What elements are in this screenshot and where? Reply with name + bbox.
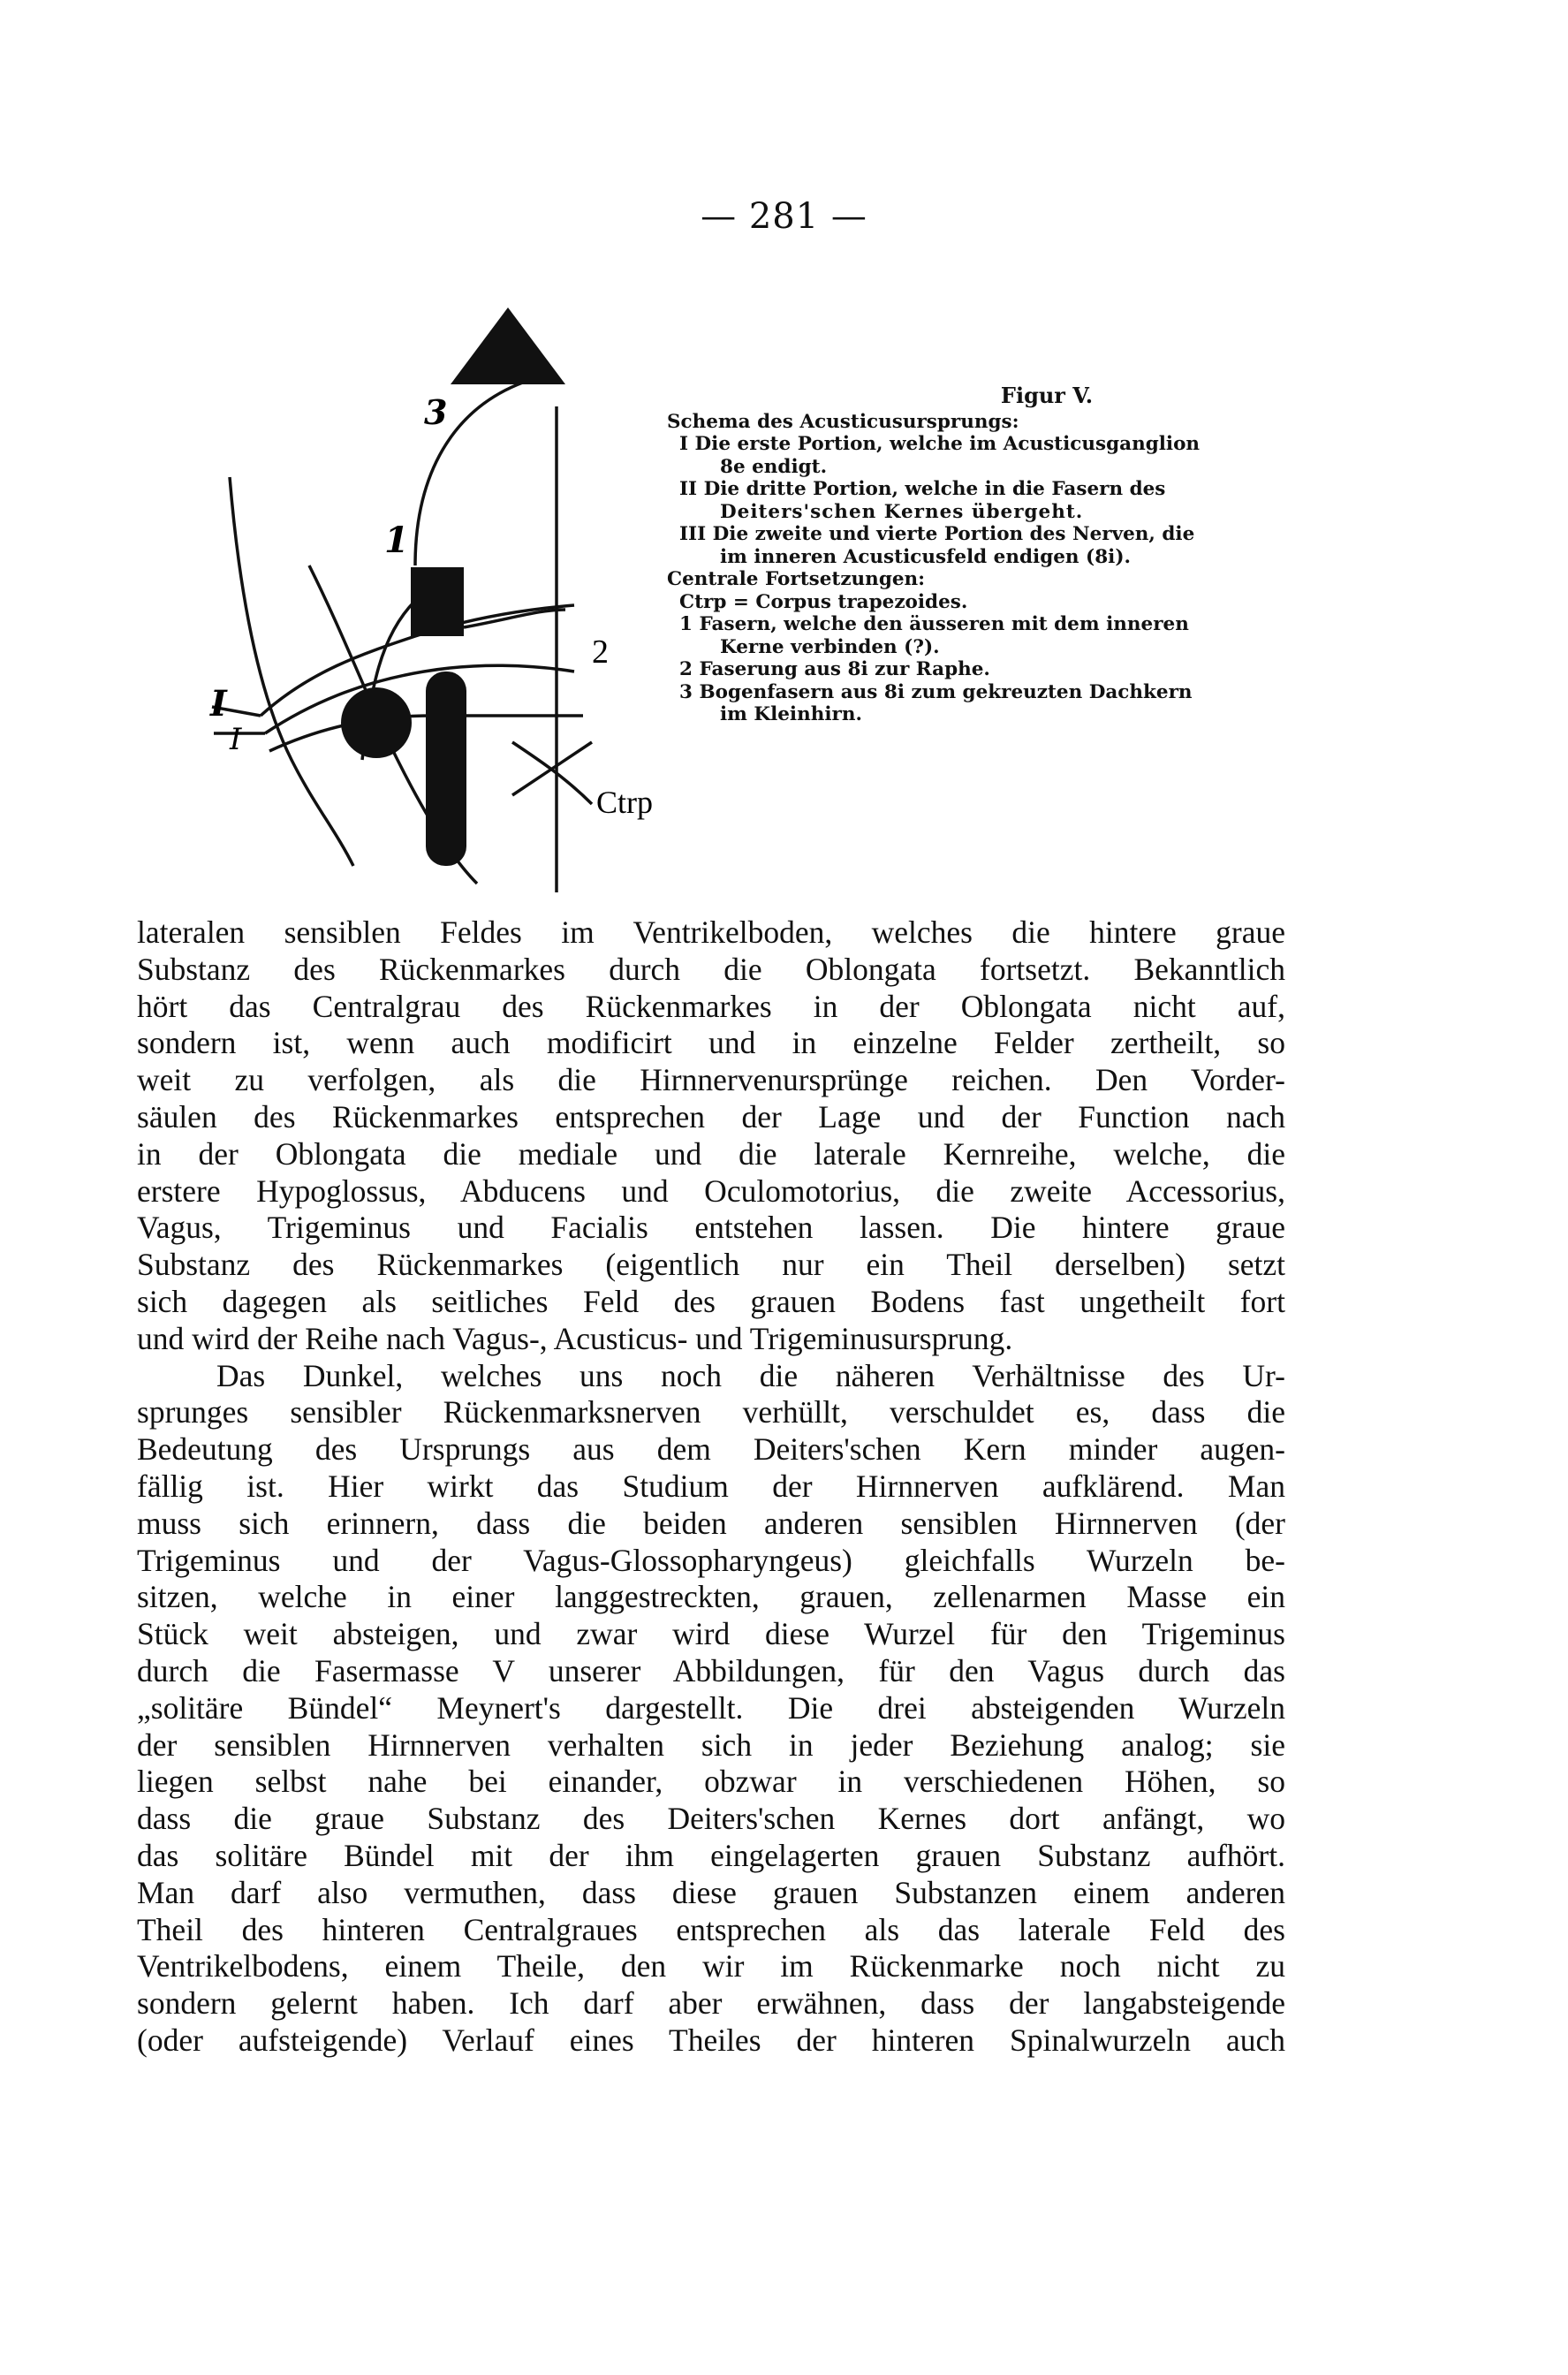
label-3: 3 bbox=[424, 392, 448, 432]
caption-line: im Kleinhirn. bbox=[720, 703, 862, 725]
text-line: der sensiblen Hirnnerven verhalten sich in jeder Beziehung analog; sie bbox=[137, 1726, 1285, 1763]
text-line: sondern ist, wenn auch modificirt und in einzelne Felder zertheilt, so bbox=[137, 1025, 1285, 1061]
acusticus-nucleus bbox=[411, 567, 464, 636]
text-line: durch die Fasermasse V unserer Abbildungen, für den Vagus durch das bbox=[137, 1652, 1285, 1688]
figure-caption bbox=[667, 384, 1303, 726]
caption-line: 8e endigt. bbox=[720, 455, 828, 478]
fiber-bundle-b bbox=[265, 665, 574, 733]
outer-contour-left bbox=[230, 477, 353, 866]
caption-line: 2 Faserung aus 8i zur Raphe. bbox=[679, 658, 990, 680]
caption-line: I Die erste Portion, welche im Acusticusganglion bbox=[679, 433, 1201, 455]
text-line: hört das Centralgrau des Rückenmarkes in der Oblongata nicht auf, bbox=[137, 988, 1285, 1024]
caption-line: 1 Fasern, welche den äusseren mit dem inneren bbox=[679, 613, 1189, 635]
text-line: Ventrikelbodens, einem Theile, den wir im Rückenmarke noch nicht zu bbox=[137, 1948, 1285, 1984]
text-line: und wird der Reihe nach Vagus-, Acusticus- und Trigeminusursprung. bbox=[137, 1320, 1013, 1356]
text-line: sitzen, welche in einer langgestreckten, grauen, zellenarmen Masse ein bbox=[137, 1579, 1285, 1615]
text-line: sich dagegen als seitliches Feld des grauen Bodens fast ungetheilt fort bbox=[137, 1283, 1285, 1319]
ganglion-circle bbox=[341, 687, 412, 758]
label-roman-I-b: I bbox=[230, 722, 242, 757]
text-line: muss sich erinnern, dass die beiden anderen sensiblen Hirnnerven (der bbox=[137, 1505, 1285, 1541]
caption-line: III Die zweite und vierte Portion des Nerven, die bbox=[679, 523, 1195, 545]
page-number: — 281 — bbox=[701, 196, 867, 237]
text-line: fällig ist. Hier wirkt das Studium der Hirnnerven aufklärend. Man bbox=[137, 1468, 1285, 1504]
text-line: sprunges sensibler Rückenmarksnerven verhüllt, verschuldet es, dass die bbox=[137, 1394, 1285, 1430]
text-line: Theil des hinteren Centralgraues entsprechen als das laterale Feld des bbox=[137, 1911, 1285, 1947]
caption-line: Ctrp = Corpus trapezoides. bbox=[679, 590, 968, 613]
text-line: Substanz des Rückenmarkes durch die Oblongata fortsetzt. Bekanntlich bbox=[137, 951, 1285, 987]
text-line: Trigeminus und der Vagus-Glossopharyngeus) gleichfalls Wurzeln be- bbox=[137, 1542, 1285, 1578]
text-line: (oder aufsteigende) Verlauf eines Theiles der hinteren Spinalwurzeln auch bbox=[137, 2022, 1285, 2058]
text-line: Das Dunkel, welches uns noch die näheren Verhältnisse des Ur- bbox=[216, 1357, 1285, 1393]
text-line: säulen des Rückenmarkes entsprechen der Lage und der Function nach bbox=[137, 1098, 1285, 1134]
label-roman-I-a: I bbox=[210, 683, 227, 725]
text-line: sondern gelernt haben. Ich darf aber erwähnen, dass der langabsteigende bbox=[137, 1985, 1285, 2022]
text-line: „solitäre Bündel“ Meynert's dargestellt. Die drei absteigenden Wurzeln bbox=[137, 1689, 1285, 1726]
text-line: erstere Hypoglossus, Abducens und Oculomotorius, die zweite Accessorius, bbox=[137, 1172, 1285, 1209]
label-1: 1 bbox=[384, 520, 409, 561]
caption-line: II Die dritte Portion, welche in die Fasern des bbox=[679, 478, 1166, 500]
caption-title: Figur V. bbox=[1000, 383, 1094, 408]
descending-root-body bbox=[426, 672, 466, 866]
text-line: Stück weit absteigen, und zwar wird diese Wurzel für den Trigeminus bbox=[137, 1616, 1285, 1652]
caption-line: im inneren Acusticusfeld endigen (8i). bbox=[720, 545, 1131, 568]
text-line: Bedeutung des Ursprungs aus dem Deiters'schen Kern minder augen- bbox=[137, 1431, 1285, 1468]
text-line: Substanz des Rückenmarkes (eigentlich nur ein Theil derselben) setzt bbox=[137, 1247, 1285, 1283]
body-text bbox=[137, 914, 1285, 2060]
label-2: 2 bbox=[592, 634, 609, 671]
text-line: Vagus, Trigeminus und Facialis entstehen lassen. Die hintere graue bbox=[137, 1210, 1285, 1246]
label-ctrp: Ctrp bbox=[596, 785, 654, 820]
caption-line: Kerne verbinden (?). bbox=[720, 635, 940, 658]
text-line: dass die graue Substanz des Deiters'schen Kernes dort anfängt, wo bbox=[137, 1801, 1285, 1837]
text-line: weit zu verfolgen, als die Hirnnervenursprünge reichen. Den Vorder- bbox=[137, 1062, 1285, 1098]
text-line: liegen selbst nahe bei einander, obzwar in verschiedenen Höhen, so bbox=[137, 1764, 1285, 1800]
caption-line: Deiters'schen Kernes übergeht. bbox=[720, 500, 1084, 523]
caption-line: 3 Bogenfasern aus 8i zum gekreuzten Dachkern bbox=[679, 680, 1193, 703]
apex-triangle bbox=[451, 307, 565, 384]
text-line: das solitäre Bündel mit der ihm eingelagerten grauen Substanz aufhört. bbox=[137, 1837, 1285, 1873]
text-line: in der Oblongata die mediale und die laterale Kernreihe, welche, die bbox=[137, 1135, 1285, 1172]
caption-line: Centrale Fortsetzungen: bbox=[667, 568, 926, 590]
caption-line: Schema des Acusticusursprungs: bbox=[667, 410, 1019, 433]
acusticus-schema-figure bbox=[159, 300, 707, 901]
text-line: Man darf also vermuthen, dass diese grauen Substanzen einem anderen bbox=[137, 1874, 1285, 1910]
text-line: lateralen sensiblen Feldes im Ventrikelboden, welches die hintere graue bbox=[137, 914, 1285, 950]
